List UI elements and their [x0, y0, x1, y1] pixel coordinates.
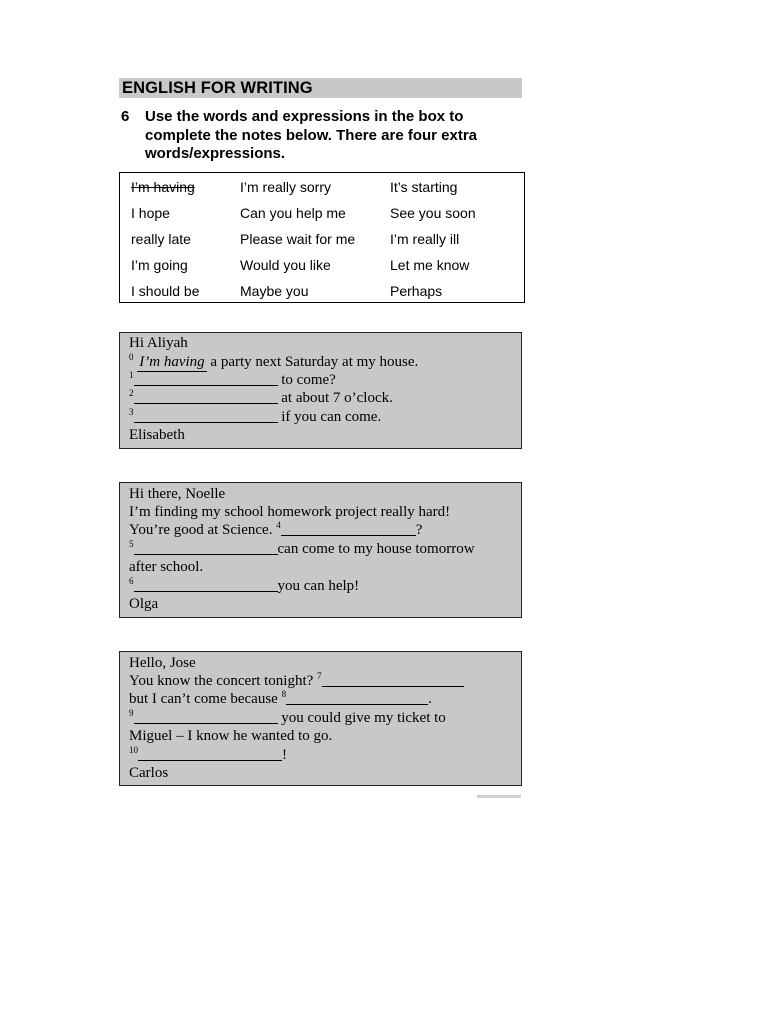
note-text: . [428, 691, 432, 707]
note-jose [119, 651, 522, 786]
note-line [129, 408, 381, 426]
note-text: but I can’t come because [129, 691, 282, 707]
note-text: you can help! [277, 578, 360, 594]
note-line [129, 389, 393, 407]
note-line [129, 540, 475, 558]
note-greeting: Hello, Jose [129, 655, 196, 671]
note-line [129, 672, 464, 690]
word-item: I’m really sorry [240, 179, 332, 195]
answer-blank-4[interactable] [281, 521, 416, 536]
word-box [119, 172, 525, 303]
word-item: Maybe you [240, 283, 309, 299]
note-line [129, 690, 432, 708]
answer-blank-1[interactable] [134, 371, 278, 386]
example-answer: I’m having [139, 354, 205, 370]
word-item: really late [131, 231, 191, 247]
section-header: ENGLISH FOR WRITING [119, 78, 522, 98]
answer-blank-9[interactable] [134, 709, 278, 724]
note-greeting: Hi there, Noelle [129, 486, 226, 502]
note-text: at about 7 o’clock. [277, 390, 393, 406]
word-item: It’s starting [390, 179, 458, 195]
word-item: Perhaps [390, 283, 443, 299]
word-item: I’m going [131, 257, 188, 273]
note-text: after school. [129, 559, 204, 575]
answer-blank-8[interactable] [286, 690, 428, 705]
note-text: to come? [277, 372, 336, 388]
blank-number: 9 [129, 708, 134, 718]
note-line [129, 371, 336, 389]
word-item: See you soon [390, 205, 476, 221]
note-text: I’m finding my school homework project really hard! [129, 504, 451, 520]
note-text: ? [415, 522, 423, 538]
word-item: Please wait for me [240, 231, 356, 247]
note-signature: Elisabeth [129, 427, 185, 443]
blank-number: 2 [129, 388, 134, 398]
note-line [129, 709, 446, 727]
note-line [129, 521, 422, 539]
answer-blank-10[interactable] [138, 746, 282, 761]
task-number: 6 [121, 108, 130, 125]
blank-number: 3 [129, 407, 134, 417]
note-line [129, 746, 287, 764]
footer-divider [477, 795, 521, 798]
note-line [129, 353, 418, 371]
note-noelle [119, 482, 522, 618]
blank-number: 6 [129, 576, 134, 586]
note-text: You’re good at Science. [129, 522, 277, 538]
word-item: I’m having [131, 179, 195, 195]
word-item: I hope [131, 205, 170, 221]
blank-number: 5 [129, 539, 134, 549]
answer-blank-3[interactable] [134, 408, 278, 423]
note-signature: Carlos [129, 765, 169, 781]
blank-number: 4 [276, 520, 281, 530]
answer-blank-7[interactable] [322, 672, 464, 687]
blank-number: 1 [129, 370, 134, 380]
blank-number: 10 [129, 745, 138, 755]
note-text: Miguel – I know he wanted to go. [129, 728, 333, 744]
blank-number: 7 [317, 671, 322, 681]
word-item: Would you like [240, 257, 331, 273]
note-text: ! [282, 747, 287, 763]
note-greeting: Hi Aliyah [129, 335, 188, 351]
word-item: Let me know [390, 257, 470, 273]
blank-number: 0 [129, 352, 134, 362]
note-signature: Olga [129, 596, 159, 612]
word-item: Can you help me [240, 205, 346, 221]
note-aliyah [119, 332, 522, 449]
note-text: a party next Saturday at my house. [206, 354, 419, 370]
note-text: if you can come. [277, 409, 382, 425]
word-item: I’m really ill [390, 231, 460, 247]
note-text: can come to my house tomorrow [277, 541, 475, 557]
answer-blank-6[interactable] [134, 577, 278, 592]
word-item: I should be [131, 283, 200, 299]
blank-number: 8 [281, 689, 287, 699]
note-line [129, 577, 359, 595]
answer-blank-2[interactable] [134, 389, 278, 404]
note-text: you could give my ticket to [277, 710, 446, 726]
answer-blank-5[interactable] [134, 540, 278, 555]
note-text: You know the concert tonight? [129, 673, 318, 689]
task-text: Use the words and expressions in the box to complete the notes below. There are four extra words/expressions. [145, 108, 478, 162]
